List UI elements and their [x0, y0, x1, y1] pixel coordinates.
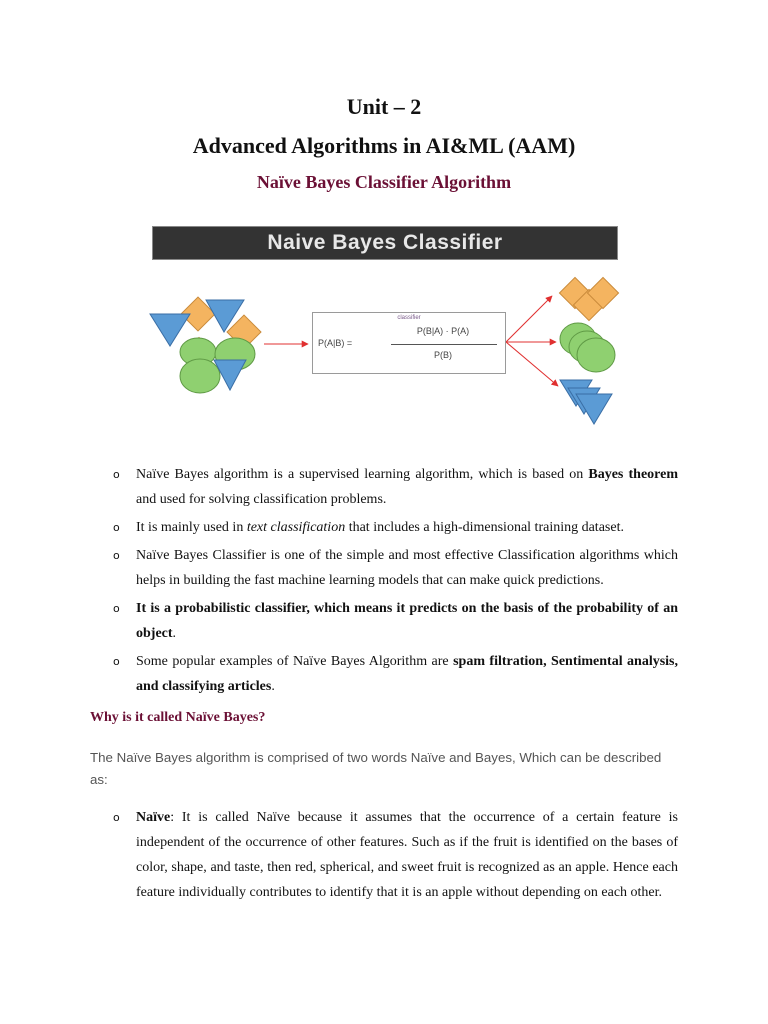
bullet-circle-icon: o: [113, 521, 120, 534]
diagram-banner-text: Naive Bayes Classifier: [267, 231, 503, 254]
output-squares-group: [559, 277, 618, 320]
bullet-circle-icon: o: [113, 655, 120, 668]
list-item-bold: spam filtration, Sentimental analysis, and classifying articles: [136, 654, 678, 694]
list-item: [0, 515, 768, 540]
formula-lhs: P(A|B) =: [318, 338, 353, 348]
bullet-circle-icon: o: [113, 811, 120, 824]
list-item: [0, 596, 768, 646]
list-item: [0, 462, 768, 512]
list-item-text: and used for solving classification problems.: [136, 492, 387, 507]
why-naive-bayes-heading: Why is it called Naïve Bayes?: [90, 710, 266, 725]
formula-denominator: P(B): [434, 350, 452, 360]
list-item-text: Naïve Bayes Classifier is one of the simple and most effective Classification algorithms which helps in building the fast machine learning models that can make quick predictions.: [136, 548, 678, 588]
list-item-text: It is mainly used in: [136, 520, 247, 535]
formula-caption: classifier: [397, 315, 421, 321]
list-item-text: Some popular examples of Naïve Bayes Algorithm are: [136, 654, 454, 669]
formula-fraction-line: [391, 344, 497, 345]
input-circle: [180, 359, 220, 393]
input-shape-cluster: [150, 297, 261, 393]
list-item: [0, 649, 768, 699]
list-item-bold: Bayes theorem: [588, 467, 678, 482]
bayes-formula-box: [312, 312, 506, 374]
list-item-bold: It is a probabilistic classifier, which means it predicts on the basis of the probability of an object: [136, 601, 678, 641]
bullet-circle-icon: o: [113, 549, 120, 562]
output-circles-group: [560, 323, 615, 372]
why-intro-paragraph: The Naïve Bayes algorithm is comprised of two words Naïve and Bayes, Which can be described as:: [90, 750, 662, 787]
topic-title: Naïve Bayes Classifier Algorithm: [256, 172, 512, 192]
bullet-circle-icon: o: [113, 602, 120, 615]
list-item: [0, 543, 768, 593]
list-item-text: Naïve Bayes algorithm is a supervised learning algorithm, which is based on: [136, 467, 589, 482]
naive-definition-list: [0, 805, 768, 905]
course-title: Advanced Algorithms in AI&ML (AAM): [192, 133, 576, 158]
unit-title: Unit – 2: [346, 94, 422, 119]
input-triangle: [150, 314, 190, 346]
feature-bullet-list: [0, 462, 768, 699]
naive-term: Naïve: [136, 810, 171, 825]
bullet-circle-icon: o: [113, 468, 120, 481]
list-item-text: .: [172, 626, 177, 641]
list-item-text: that includes a high-dimensional training dataset.: [345, 520, 624, 535]
output-arrow-squares: [506, 296, 552, 342]
naive-definition-text: : It is called Naïve because it assumes that the occurrence of a certain feature is independent of the occurrence of other features. Such as if the fruit is identified on the bases of color, shape, and taste, then red, spherical, and sweet fruit is recognized as an apple. Hence each feature individually contributes to identify that it is an apple without depending on each other.: [136, 810, 678, 900]
naive-bayes-diagram: [140, 224, 630, 434]
output-triangles-group: [560, 380, 612, 424]
list-item-text: .: [271, 679, 275, 694]
formula-numerator: P(B|A) · P(A): [416, 326, 470, 336]
list-item: [0, 805, 768, 905]
list-item-italic: text classification: [246, 520, 346, 535]
output-arrow-triangles: [506, 342, 558, 386]
